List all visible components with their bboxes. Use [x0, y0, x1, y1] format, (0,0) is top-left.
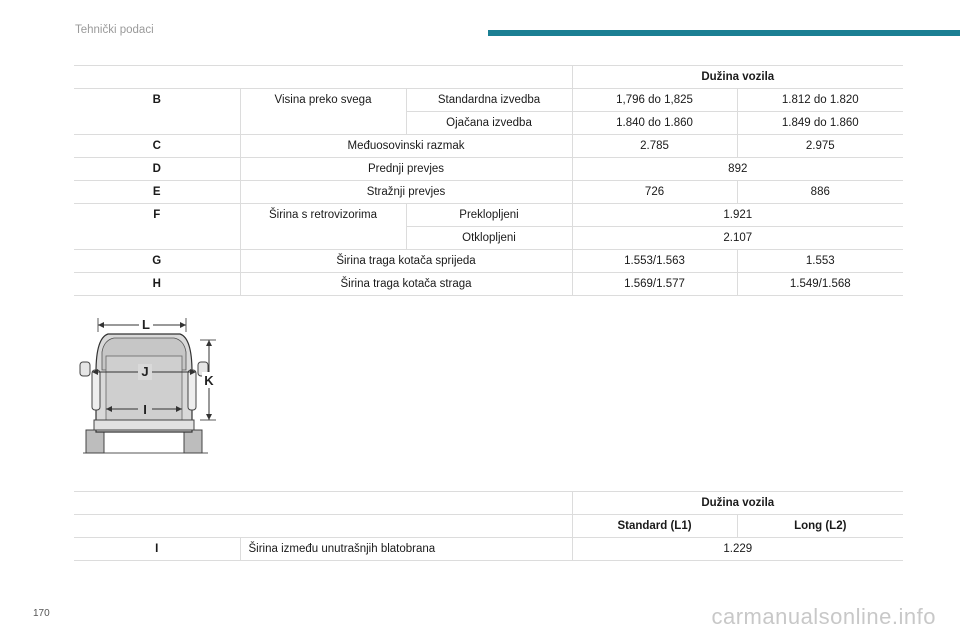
value-cell: 2.107	[572, 227, 903, 250]
row-label: I	[74, 538, 240, 561]
row-description: Međuosovinski razmak	[240, 135, 572, 158]
col-long: Long (L2)	[737, 515, 903, 538]
value-cell: 1.553/1.563	[572, 250, 737, 273]
value-cell: 1.840 do 1.860	[572, 112, 737, 135]
row-label: E	[74, 181, 240, 204]
table-row	[74, 204, 903, 227]
dimensions-table	[74, 65, 903, 296]
row-subtype: Preklopljeni	[406, 204, 572, 227]
watermark: carmanualsonline.info	[711, 604, 936, 629]
value-cell: 2.785	[572, 135, 737, 158]
label-I: I	[143, 402, 147, 417]
table-row	[74, 273, 903, 296]
table-row	[74, 135, 903, 158]
value-cell: 886	[737, 181, 903, 204]
row-description: Stražnji prevjes	[240, 181, 572, 204]
row-label: H	[74, 273, 240, 296]
row-label: F	[74, 204, 240, 250]
value-cell: 1.553	[737, 250, 903, 273]
label-J: J	[141, 364, 149, 379]
label-L: L	[142, 317, 150, 332]
row-description: Širina između unutrašnjih blatobrana	[240, 538, 572, 561]
table-header-row	[74, 492, 903, 515]
value-cell: 1.921	[572, 204, 903, 227]
section-title: Tehnički podaci	[75, 24, 154, 36]
value-cell: 1.549/1.568	[737, 273, 903, 296]
table-row	[74, 181, 903, 204]
vehicle-length-header: Dužina vozila	[572, 66, 903, 89]
row-description: Prednji prevjes	[240, 158, 572, 181]
table-row	[74, 538, 903, 561]
row-description: Širina traga kotača sprijeda	[240, 250, 572, 273]
row-subtype: Ojačana izvedba	[406, 112, 572, 135]
table-row	[74, 89, 903, 112]
vehicle-rear-diagram	[78, 312, 218, 462]
row-subtype: Otklopljeni	[406, 227, 572, 250]
table-header-row	[74, 66, 903, 89]
value-cell: 1.812 do 1.820	[737, 89, 903, 112]
value-cell: 2.975	[737, 135, 903, 158]
interior-width-table	[74, 491, 903, 561]
table-subheader-row	[74, 515, 903, 538]
table-row	[74, 158, 903, 181]
vehicle-length-header: Dužina vozila	[572, 492, 903, 515]
page-number: 170	[33, 608, 50, 619]
row-label: C	[74, 135, 240, 158]
row-description: Širina s retrovizorima	[240, 204, 406, 250]
table-row	[74, 250, 903, 273]
row-subtype: Standardna izvedba	[406, 89, 572, 112]
value-cell: 1.849 do 1.860	[737, 112, 903, 135]
row-description: Širina traga kotača straga	[240, 273, 572, 296]
col-standard: Standard (L1)	[572, 515, 737, 538]
row-label: B	[74, 89, 240, 135]
header-accent-bar	[488, 30, 960, 36]
row-label: D	[74, 158, 240, 181]
row-description: Visina preko svega	[240, 89, 406, 135]
value-cell: 1.229	[572, 538, 903, 561]
value-cell: 726	[572, 181, 737, 204]
row-label: G	[74, 250, 240, 273]
value-cell: 1,796 do 1,825	[572, 89, 737, 112]
value-cell: 1.569/1.577	[572, 273, 737, 296]
value-cell: 892	[572, 158, 903, 181]
label-K: K	[204, 373, 214, 388]
